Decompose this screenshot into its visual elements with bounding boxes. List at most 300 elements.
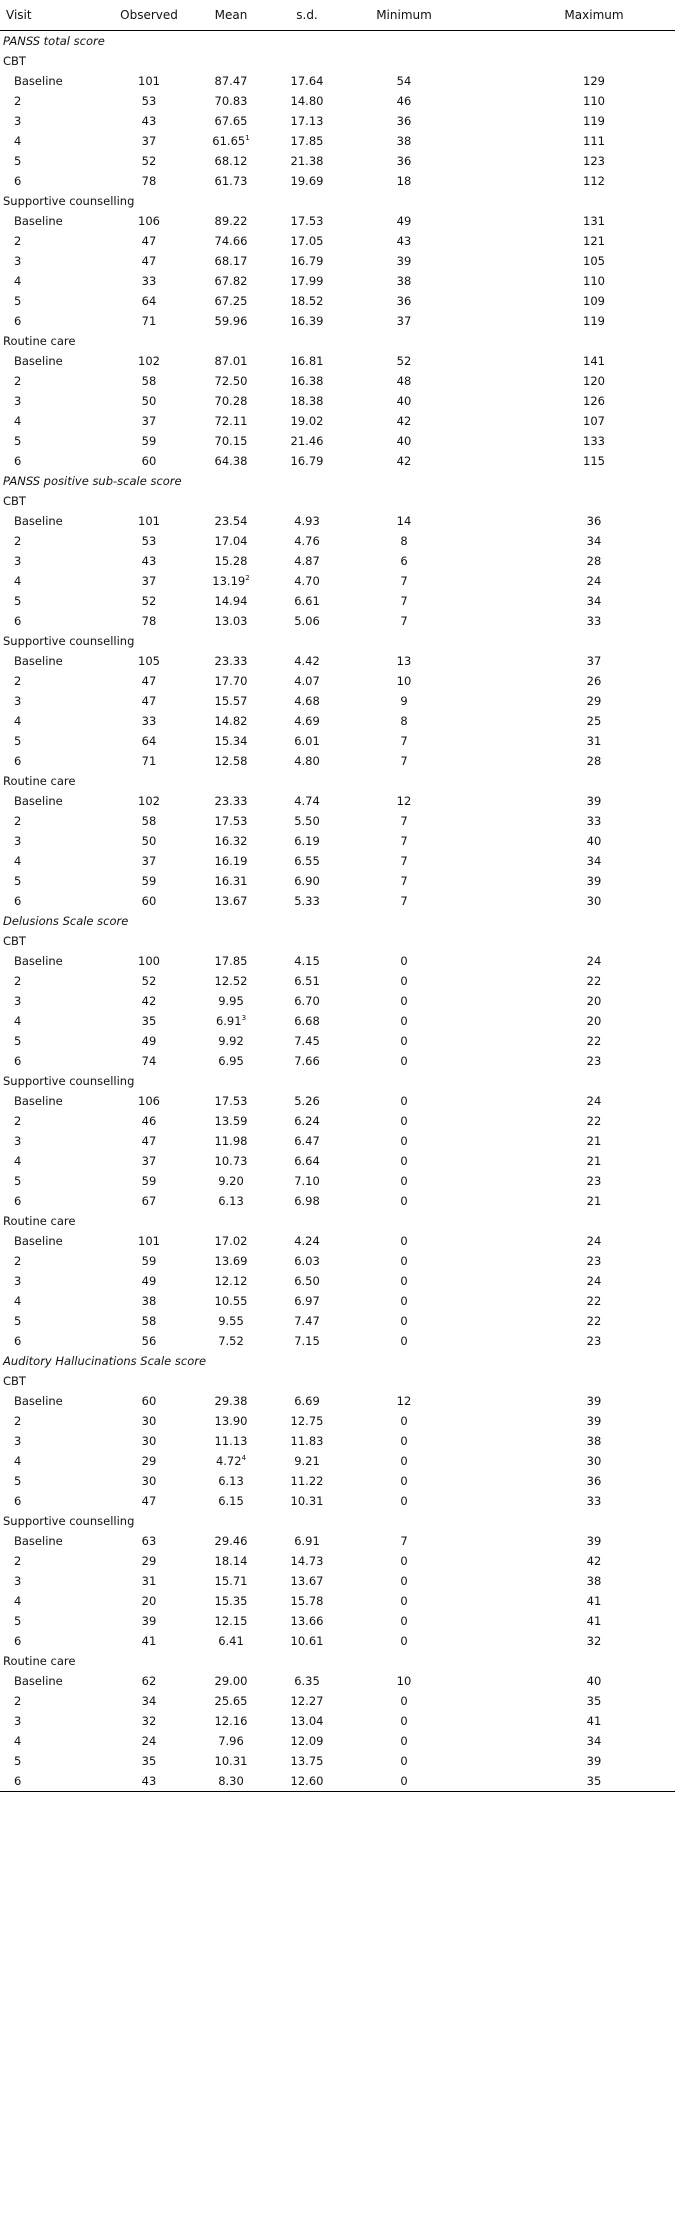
sd-cell: 18.38: [290, 394, 324, 408]
mean-cell: 9.92: [218, 1034, 244, 1048]
table-row: [0, 1111, 675, 1131]
sd-cell: 6.50: [294, 1274, 320, 1288]
visit-cell: 3: [14, 1574, 22, 1588]
sd-cell: 4.93: [294, 514, 320, 528]
sd-cell: 6.03: [294, 1254, 320, 1268]
minimum-cell: 0: [400, 1114, 408, 1128]
group-heading: [0, 191, 675, 211]
table-row: [0, 91, 675, 111]
mean-cell: 17.02: [214, 1234, 248, 1248]
mean-cell: 10.55: [214, 1294, 248, 1308]
minimum-cell: 0: [400, 1694, 408, 1708]
maximum-cell: 33: [586, 614, 602, 628]
table-row: [0, 1331, 675, 1351]
group-heading: [0, 1371, 675, 1391]
group-title: Routine care: [3, 1214, 76, 1228]
sd-cell: 7.45: [294, 1034, 320, 1048]
maximum-cell: 25: [586, 714, 602, 728]
visit-cell: 2: [14, 1694, 22, 1708]
sd-cell: 6.70: [294, 994, 320, 1008]
visit-cell: 2: [14, 1114, 22, 1128]
sd-cell: 6.98: [294, 1194, 320, 1208]
sd-cell: 6.68: [294, 1014, 320, 1028]
sd-cell: 7.15: [294, 1334, 320, 1348]
mean-cell: 13.69: [214, 1254, 248, 1268]
sd-cell: 7.10: [294, 1174, 320, 1188]
mean-cell: 6.13: [218, 1194, 244, 1208]
table-row: [0, 751, 675, 771]
minimum-cell: 0: [400, 1274, 408, 1288]
mean-cell: 6.95: [218, 1054, 244, 1068]
observed-cell: 101: [138, 74, 160, 88]
visit-cell: 5: [14, 1474, 22, 1488]
visit-cell: 2: [14, 534, 22, 548]
sd-cell: 6.51: [294, 974, 320, 988]
observed-cell: 42: [141, 994, 157, 1008]
observed-cell: 58: [141, 814, 157, 828]
visit-cell: 4: [14, 1734, 22, 1748]
mean-cell: 9.95: [218, 994, 244, 1008]
sd-cell: 6.19: [294, 834, 320, 848]
visit-cell: 2: [14, 974, 22, 988]
maximum-cell: 39: [586, 1754, 602, 1768]
observed-cell: 60: [141, 1394, 157, 1408]
mean-cell: 74.66: [214, 234, 248, 248]
observed-cell: 49: [141, 1034, 157, 1048]
maximum-cell: 24: [586, 1274, 602, 1288]
observed-cell: 59: [141, 1254, 157, 1268]
minimum-cell: 0: [400, 1414, 408, 1428]
observed-cell: 105: [138, 654, 160, 668]
visit-cell: 6: [14, 1334, 22, 1348]
minimum-cell: 7: [400, 614, 408, 628]
visit-cell: 4: [14, 854, 22, 868]
visit-cell: 5: [14, 594, 22, 608]
maximum-cell: 20: [586, 994, 602, 1008]
minimum-cell: 0: [400, 1054, 408, 1068]
mean-cell: 11.98: [214, 1134, 248, 1148]
mean-cell: 17.53: [214, 1094, 248, 1108]
observed-cell: 47: [141, 694, 157, 708]
minimum-cell: 0: [400, 1134, 408, 1148]
maximum-cell: 34: [586, 594, 602, 608]
table-row: [0, 431, 675, 451]
table-row: [0, 411, 675, 431]
minimum-cell: 6: [400, 554, 408, 568]
table-row: [0, 671, 675, 691]
mean-cell: 13.90: [214, 1414, 248, 1428]
mean-cell: 29.38: [214, 1394, 248, 1408]
table-header: [0, 0, 675, 30]
minimum-cell: 0: [400, 1294, 408, 1308]
visit-cell: Baseline: [14, 1394, 63, 1408]
mean-cell: 15.34: [214, 734, 248, 748]
observed-cell: 60: [141, 894, 157, 908]
observed-cell: 102: [138, 354, 160, 368]
mean-cell: 67.25: [214, 294, 248, 308]
mean-cell: 14.94: [214, 594, 248, 608]
section-title: PANSS total score: [3, 34, 105, 48]
maximum-cell: 24: [586, 1094, 602, 1108]
observed-cell: 47: [141, 234, 157, 248]
minimum-cell: 12: [396, 1394, 412, 1408]
mean-cell: 11.13: [214, 1434, 248, 1448]
minimum-cell: 37: [396, 314, 412, 328]
group-title: Supportive counselling: [3, 1074, 135, 1088]
mean-cell: 15.57: [214, 694, 248, 708]
sd-cell: 16.38: [290, 374, 324, 388]
observed-cell: 43: [141, 554, 157, 568]
bottom-rule: [0, 1791, 675, 1792]
footnote-marker: 3: [241, 1014, 247, 1023]
mean-cell: [197, 1451, 265, 1471]
footnote-marker: 4: [241, 1454, 247, 1463]
minimum-cell: 0: [400, 1014, 408, 1028]
minimum-cell: 0: [400, 1094, 408, 1108]
maximum-cell: 28: [586, 554, 602, 568]
minimum-cell: 7: [400, 854, 408, 868]
sd-cell: 6.47: [294, 1134, 320, 1148]
maximum-cell: 131: [583, 214, 605, 228]
sd-cell: 10.31: [290, 1494, 324, 1508]
group-heading: [0, 931, 675, 951]
mean-value: 61.65: [212, 134, 246, 148]
maximum-cell: 32: [586, 1634, 602, 1648]
section-title: Auditory Hallucinations Scale score: [3, 1354, 207, 1368]
visit-cell: 2: [14, 374, 22, 388]
maximum-cell: 38: [586, 1574, 602, 1588]
observed-cell: 37: [141, 574, 157, 588]
table-row: [0, 651, 675, 671]
observed-cell: 43: [141, 114, 157, 128]
sd-cell: 4.68: [294, 694, 320, 708]
table-row: [0, 1091, 675, 1111]
group-title: Routine care: [3, 774, 76, 788]
visit-cell: 4: [14, 1294, 22, 1308]
observed-cell: 37: [141, 1154, 157, 1168]
minimum-cell: 0: [400, 1194, 408, 1208]
table-row: [0, 871, 675, 891]
mean-cell: [197, 571, 265, 591]
mean-cell: 12.12: [214, 1274, 248, 1288]
sd-cell: 4.74: [294, 794, 320, 808]
visit-cell: 6: [14, 174, 22, 188]
table-row: [0, 1671, 675, 1691]
observed-cell: 71: [141, 754, 157, 768]
minimum-cell: 0: [400, 1034, 408, 1048]
visit-cell: 5: [14, 1314, 22, 1328]
visit-cell: 6: [14, 454, 22, 468]
maximum-cell: 39: [586, 1394, 602, 1408]
maximum-cell: 23: [586, 1254, 602, 1268]
mean-cell: 61.73: [214, 174, 248, 188]
maximum-cell: 109: [583, 294, 605, 308]
table-row: [0, 1451, 675, 1471]
maximum-cell: 22: [586, 974, 602, 988]
maximum-cell: 119: [583, 114, 605, 128]
minimum-cell: 39: [396, 254, 412, 268]
table-row: [0, 271, 675, 291]
sd-cell: 19.02: [290, 414, 324, 428]
footnote-marker: 1: [245, 134, 250, 143]
observed-cell: 29: [141, 1454, 157, 1468]
observed-cell: 30: [141, 1474, 157, 1488]
visit-cell: 2: [14, 814, 22, 828]
minimum-cell: 49: [396, 214, 412, 228]
table-row: [0, 151, 675, 171]
observed-cell: 59: [141, 434, 157, 448]
minimum-cell: 0: [400, 1234, 408, 1248]
minimum-cell: 7: [400, 734, 408, 748]
group-heading: [0, 1071, 675, 1091]
section-heading: [0, 31, 675, 51]
group-title: Supportive counselling: [3, 634, 135, 648]
sd-cell: 14.73: [290, 1554, 324, 1568]
minimum-cell: 0: [400, 1174, 408, 1188]
observed-cell: 33: [141, 714, 157, 728]
sd-cell: 5.06: [294, 614, 320, 628]
visit-cell: 6: [14, 754, 22, 768]
maximum-cell: 22: [586, 1314, 602, 1328]
visit-cell: 2: [14, 1554, 22, 1568]
table-row: [0, 1711, 675, 1731]
maximum-cell: 36: [586, 514, 602, 528]
table-body: [0, 31, 675, 1791]
group-title: CBT: [3, 494, 26, 508]
maximum-cell: 23: [586, 1334, 602, 1348]
table-row: [0, 991, 675, 1011]
sd-cell: 21.38: [290, 154, 324, 168]
group-title: CBT: [3, 54, 26, 68]
observed-cell: 49: [141, 1274, 157, 1288]
sd-cell: 4.15: [294, 954, 320, 968]
mean-cell: 59.96: [214, 314, 248, 328]
maximum-cell: 129: [583, 74, 605, 88]
minimum-cell: 0: [400, 1494, 408, 1508]
maximum-cell: 110: [583, 274, 605, 288]
sd-cell: 11.83: [290, 1434, 324, 1448]
table-row: [0, 351, 675, 371]
observed-cell: 37: [141, 414, 157, 428]
minimum-cell: 36: [396, 294, 412, 308]
minimum-cell: 0: [400, 1714, 408, 1728]
maximum-cell: 110: [583, 94, 605, 108]
table-row: [0, 1691, 675, 1711]
maximum-cell: 24: [586, 1234, 602, 1248]
sd-cell: 10.61: [290, 1634, 324, 1648]
maximum-cell: 123: [583, 154, 605, 168]
table-row: [0, 571, 675, 591]
sd-cell: 4.07: [294, 674, 320, 688]
observed-cell: 101: [138, 1234, 160, 1248]
maximum-cell: 33: [586, 814, 602, 828]
group-heading: [0, 771, 675, 791]
visit-cell: 5: [14, 1614, 22, 1628]
observed-cell: 58: [141, 1314, 157, 1328]
minimum-cell: 0: [400, 994, 408, 1008]
observed-cell: 56: [141, 1334, 157, 1348]
mean-cell: 15.28: [214, 554, 248, 568]
footnote-marker: 2: [245, 574, 250, 583]
observed-cell: 24: [141, 1734, 157, 1748]
observed-cell: 47: [141, 1134, 157, 1148]
section-title: PANSS positive sub-scale score: [3, 474, 182, 488]
table-row: [0, 1291, 675, 1311]
sd-cell: 12.60: [290, 1774, 324, 1788]
table-row: [0, 1311, 675, 1331]
sd-cell: 4.80: [294, 754, 320, 768]
minimum-cell: 7: [400, 574, 408, 588]
sd-cell: 17.53: [290, 214, 324, 228]
table-row: [0, 1231, 675, 1251]
sd-cell: 12.75: [290, 1414, 324, 1428]
visit-cell: 6: [14, 894, 22, 908]
observed-cell: 53: [141, 94, 157, 108]
minimum-cell: 0: [400, 974, 408, 988]
mean-cell: 13.59: [214, 1114, 248, 1128]
observed-cell: 32: [141, 1714, 157, 1728]
table-row: [0, 1631, 675, 1651]
observed-cell: 52: [141, 594, 157, 608]
table-row: [0, 251, 675, 271]
table-row: [0, 1591, 675, 1611]
visit-cell: 5: [14, 294, 22, 308]
maximum-cell: 34: [586, 854, 602, 868]
minimum-cell: 0: [400, 1754, 408, 1768]
minimum-cell: 43: [396, 234, 412, 248]
observed-cell: 39: [141, 1614, 157, 1628]
table-row: [0, 511, 675, 531]
group-title: Routine care: [3, 334, 76, 348]
visit-cell: 3: [14, 834, 22, 848]
observed-cell: 58: [141, 374, 157, 388]
visit-cell: 4: [14, 414, 22, 428]
maximum-cell: 38: [586, 1434, 602, 1448]
table-row: [0, 1051, 675, 1071]
sd-cell: 17.85: [290, 134, 324, 148]
visit-cell: 2: [14, 234, 22, 248]
sd-cell: 5.50: [294, 814, 320, 828]
table-row: [0, 851, 675, 871]
maximum-cell: 28: [586, 754, 602, 768]
visit-cell: 3: [14, 1434, 22, 1448]
table-row: [0, 1611, 675, 1631]
visit-cell: 3: [14, 114, 22, 128]
observed-cell: 64: [141, 734, 157, 748]
visit-cell: 6: [14, 1054, 22, 1068]
minimum-cell: 0: [400, 1614, 408, 1628]
visit-cell: Baseline: [14, 954, 63, 968]
observed-cell: 60: [141, 454, 157, 468]
minimum-cell: 42: [396, 414, 412, 428]
visit-cell: 4: [14, 274, 22, 288]
table-row: [0, 531, 675, 551]
sd-cell: 11.22: [290, 1474, 324, 1488]
mean-cell: 15.71: [214, 1574, 248, 1588]
group-heading: [0, 631, 675, 651]
visit-cell: Baseline: [14, 354, 63, 368]
observed-cell: 62: [141, 1674, 157, 1688]
sd-cell: 16.79: [290, 454, 324, 468]
visit-cell: 4: [14, 1454, 22, 1468]
minimum-cell: 7: [400, 834, 408, 848]
observed-cell: 47: [141, 1494, 157, 1508]
minimum-cell: 54: [396, 74, 412, 88]
maximum-cell: 115: [583, 454, 605, 468]
observed-cell: 59: [141, 874, 157, 888]
mean-cell: 23.33: [214, 794, 248, 808]
sd-cell: 6.69: [294, 1394, 320, 1408]
visit-cell: 5: [14, 734, 22, 748]
sd-cell: 12.27: [290, 1694, 324, 1708]
mean-value: 6.91: [215, 1014, 242, 1028]
minimum-cell: 0: [400, 1554, 408, 1568]
minimum-cell: 0: [400, 1774, 408, 1788]
mean-cell: 13.67: [214, 894, 248, 908]
minimum-cell: 0: [400, 1574, 408, 1588]
minimum-cell: 36: [396, 154, 412, 168]
observed-cell: 47: [141, 674, 157, 688]
maximum-cell: 42: [586, 1554, 602, 1568]
maximum-cell: 23: [586, 1054, 602, 1068]
visit-cell: Baseline: [14, 514, 63, 528]
mean-cell: 9.55: [218, 1314, 244, 1328]
maximum-cell: 121: [583, 234, 605, 248]
mean-cell: 17.70: [214, 674, 248, 688]
maximum-cell: 34: [586, 1734, 602, 1748]
header-minimum: Minimum: [376, 8, 432, 22]
maximum-cell: 21: [586, 1134, 602, 1148]
sd-cell: 17.64: [290, 74, 324, 88]
observed-cell: 37: [141, 134, 157, 148]
maximum-cell: 36: [586, 1474, 602, 1488]
mean-cell: 72.11: [214, 414, 248, 428]
mean-cell: 67.65: [214, 114, 248, 128]
mean-cell: 87.01: [214, 354, 248, 368]
minimum-cell: 12: [396, 794, 412, 808]
visit-cell: 5: [14, 1174, 22, 1188]
maximum-cell: 119: [583, 314, 605, 328]
observed-cell: 67: [141, 1194, 157, 1208]
minimum-cell: 7: [400, 1534, 408, 1548]
sd-cell: 6.61: [294, 594, 320, 608]
mean-cell: [197, 131, 265, 151]
visit-cell: 2: [14, 674, 22, 688]
visit-cell: 4: [14, 574, 22, 588]
mean-cell: 15.35: [214, 1594, 248, 1608]
visit-cell: 4: [14, 134, 22, 148]
maximum-cell: 120: [583, 374, 605, 388]
sd-cell: 21.46: [290, 434, 324, 448]
minimum-cell: 0: [400, 1434, 408, 1448]
sd-cell: 13.04: [290, 1714, 324, 1728]
mean-cell: 29.00: [214, 1674, 248, 1688]
sd-cell: 6.24: [294, 1114, 320, 1128]
table-row: [0, 171, 675, 191]
minimum-cell: 7: [400, 874, 408, 888]
table-row: [0, 391, 675, 411]
observed-cell: 30: [141, 1414, 157, 1428]
maximum-cell: 24: [586, 954, 602, 968]
maximum-cell: 35: [586, 1694, 602, 1708]
visit-cell: 3: [14, 994, 22, 1008]
visit-cell: 3: [14, 554, 22, 568]
sd-cell: 15.78: [290, 1594, 324, 1608]
mean-cell: 6.13: [218, 1474, 244, 1488]
table-row: [0, 611, 675, 631]
observed-cell: 35: [141, 1754, 157, 1768]
observed-cell: 101: [138, 514, 160, 528]
